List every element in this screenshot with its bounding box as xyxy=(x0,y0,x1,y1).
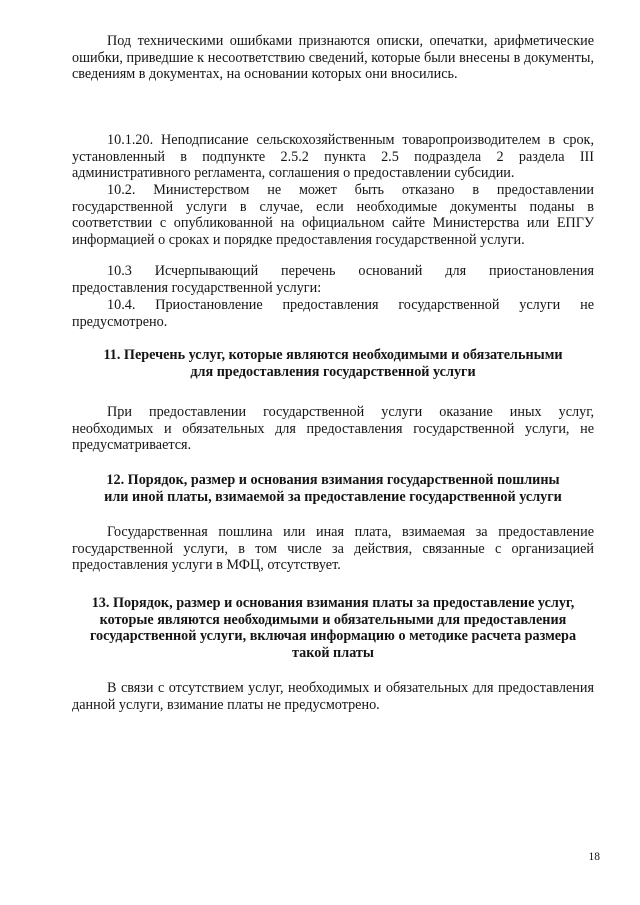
section-13-text: В связи с отсутствием услуг, необходимых и обязательных для предоставления данной услуги, взимание платы не предусмотрено. xyxy=(72,680,594,713)
paragraph-10-2: 10.2. Министерством не может быть отказано в предоставлении государственной услуги в случае, если необходимые документы поданы в соответствии с опубликованной на официальном сайте Министерства или ЕПГУ информацией о сроках и порядке предоставления государственной услуги. xyxy=(72,182,594,248)
section-12-heading-line: 12. Порядок, размер и основания взимания государственной пошлины xyxy=(106,472,560,488)
section-13-heading-line: государственной услуги, включая информацию о методике расчета размера xyxy=(89,628,577,645)
section-11-heading-line: 11. Перечень услуг, которые являются необходимыми и обязательными xyxy=(103,347,563,363)
paragraph-10-3: 10.3 Исчерпывающий перечень оснований для приостановления предоставления государственной услуги: xyxy=(72,263,594,296)
section-12-heading-line: или иной платы, взимаемой за предоставление государственной услуги xyxy=(104,488,562,505)
paragraph-technical-errors: Под техническими ошибками признаются описки, опечатки, арифметические ошибки, приведшие к несоответствию сведений, которые были внесены в документы, сведениям в документах, на основании которых они вносились. xyxy=(72,33,594,83)
section-11-text: При предоставлении государственной услуги оказание иных услуг, необходимых и обязательных для предоставления государственной услуги, не предусматривается. xyxy=(72,404,594,454)
paragraph-10-4: 10.4. Приостановление предоставления государственной услуги не предусмотрено. xyxy=(72,297,594,330)
page-number: 18 xyxy=(588,851,600,863)
section-13-heading-line: такой платы xyxy=(292,644,374,661)
section-13-heading-line: которые являются необходимыми и обязательными для предоставления xyxy=(99,611,567,628)
section-12-heading xyxy=(72,472,594,505)
section-11-heading xyxy=(72,347,594,380)
section-13-heading-line: 13. Порядок, размер и основания взимания платы за предоставление услуг, xyxy=(91,595,575,611)
paragraph-10-1-20: 10.1.20. Неподписание сельскохозяйственным товаропроизводителем в срок, установленный в подпункте 2.5.2 пункта 2.5 подраздела 2 раздела III административного регламента, соглашения о предоставлении субсидии. xyxy=(72,132,594,182)
section-13-heading xyxy=(72,595,594,661)
section-12-text: Государственная пошлина или иная плата, взимаемая за предоставление государственной услуги, в том числе за действия, связанные с организацией предоставления услуги в МФЦ, отсутствует. xyxy=(72,524,594,574)
section-11-heading-line: для предоставления государственной услуги xyxy=(190,363,476,380)
